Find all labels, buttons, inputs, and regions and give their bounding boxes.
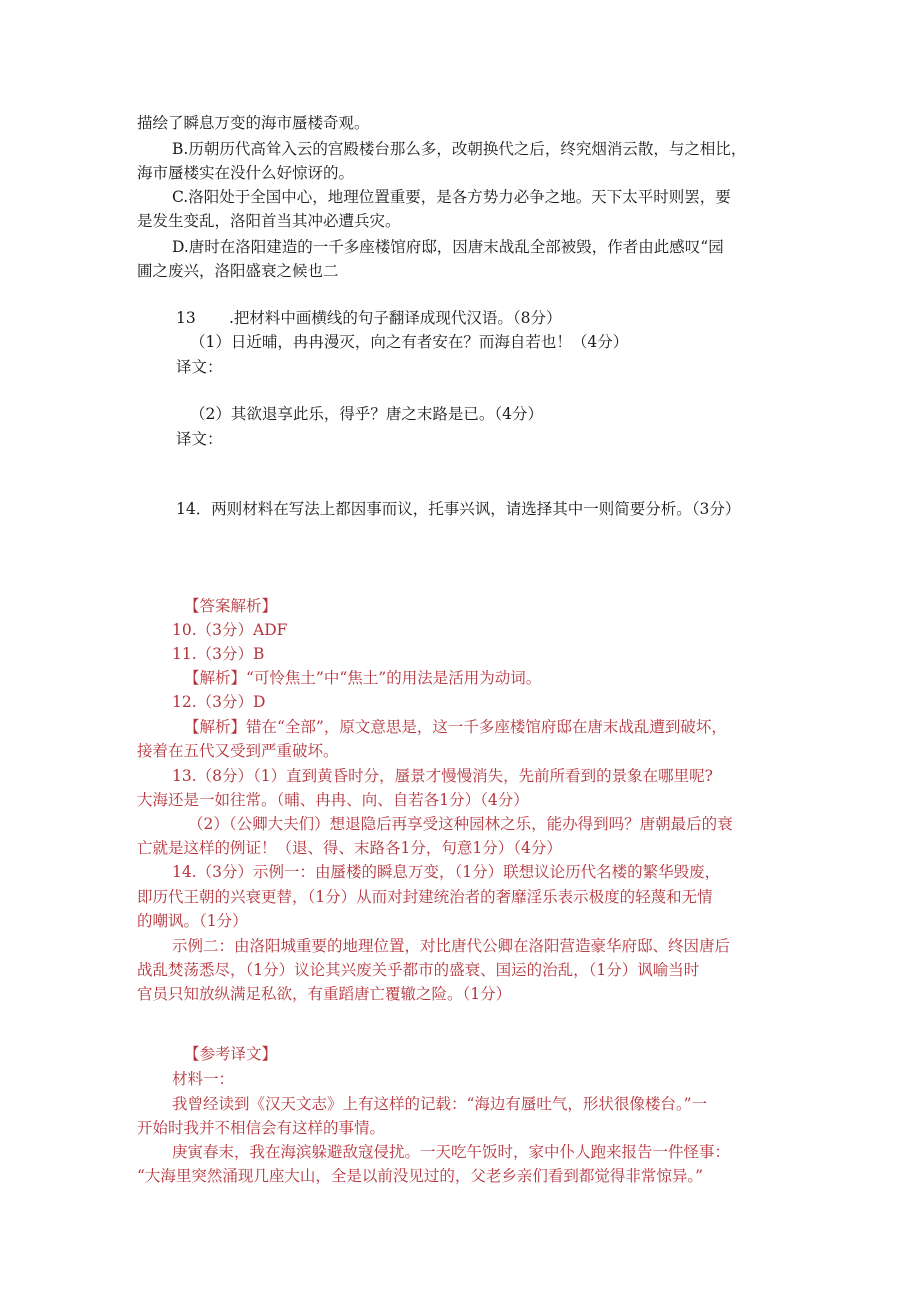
answer-14-line5: 战乱焚荡悉尽，（1分）议论其兴废关乎都市的盛衰、国运的治乱，（1分）讽喻当时 [137, 961, 700, 979]
answer-14-line2: 即历代王朝的兴衰更替，（1分）从而对封建统治者的奢靡淫乐表示极度的轻蔑和无情 [137, 888, 713, 906]
translation-label-1: 译文： [176, 358, 223, 376]
question-13-part1: （1）日近晡，冉冉漫灭，向之有者安在？而海自若也！（4分） [190, 333, 629, 351]
material-1-title: 材料一： [172, 1070, 235, 1088]
answer-11: 11.（3分）B [172, 645, 265, 663]
option-d-line1: D.唐时在洛阳建造的一千多座楼馆府邸，因唐末战乱全部被毁，作者由此感叹“园 [172, 238, 724, 256]
answer-14-line4: 示例二：由洛阳城重要的地理位置，对比唐代公卿在洛阳营造豪华府邸、终因唐后 [172, 937, 731, 955]
answer-14-line3: 的嘲讽。（1分） [137, 912, 248, 930]
answer-14-line6: 官员只知放纵满足私欲，有重蹈唐亡覆辙之险。（1分） [137, 985, 512, 1003]
question-13-part2: （2）其欲退享此乐，得乎？唐之末路是已。（4分） [190, 405, 543, 423]
translation-p2-line1: 庚寅春末，我在海滨躲避敌寇侵扰。一天吃午饭时，家中仆人跑来报告一件怪事： [172, 1143, 731, 1161]
answer-12-note-line2: 接着在五代又受到严重破坏。 [137, 742, 339, 760]
option-b-line2: 海市蜃楼实在没什么好惊讶的。 [137, 164, 355, 182]
answer-14-line1: 14.（3分）示例一：由蜃楼的瞬息万变，（1分）联想议论历代名楼的繁华毁废， [172, 863, 721, 881]
answer-13-line1: 13.（8分）（1）直到黄昏时分，蜃景才慢慢消失，先前所看到的景象在哪里呢? [172, 767, 713, 785]
answer-header: 【答案解析】 [184, 597, 278, 615]
answer-11-note: 【解析】“可怜焦土”中“焦土”的用法是活用为动词。 [184, 669, 542, 687]
question-14-text: 14．两则材料在写法上都因事而议，托事兴讽，请选择其中一则简要分析。（3分） [176, 500, 741, 518]
translation-label-2: 译文： [176, 430, 223, 448]
translation-p1-line1: 我曾经读到《汉天文志》上有这样的记载：“海边有蜃吐气，形状很像楼台。”一 [172, 1095, 708, 1113]
option-c-line1: C.洛阳处于全国中心，地理位置重要，是各方势力必争之地。天下太平时则罢，要 [172, 188, 731, 206]
translation-p1-line2: 开始时我并不相信会有这样的事情。 [137, 1119, 386, 1137]
translation-p2-line2: “大海里突然涌现几座大山，全是以前没见过的，父老乡亲们看到都觉得非常惊异。” [137, 1167, 704, 1185]
option-c-line2: 是发生变乱，洛阳首当其冲必遭兵灾。 [137, 212, 401, 230]
option-a-continuation: 描绘了瞬息万变的海市蜃楼奇观。 [137, 114, 370, 132]
answer-12-note-line1: 【解析】错在“全部”，原文意思是，这一千多座楼馆府邸在唐末战乱遭到破坏， [184, 718, 727, 736]
answer-13-line3: （2）（公卿大夫们）想退隐后再享受这种园林之乐，能办得到吗？唐朝最后的衰 [188, 815, 733, 833]
answer-13-line2: 大海还是一如往常。（晡、冉冉、向、自若各1分）（4分） [137, 791, 529, 809]
option-d-line2: 圃之废兴，洛阳盛衰之候也二 [137, 262, 339, 280]
answer-10: 10.（3分）ADF [172, 621, 288, 639]
translation-header: 【参考译文】 [184, 1045, 278, 1063]
answer-12: 12.（3分）D [172, 693, 266, 711]
option-b-line1: B.历朝历代高耸入云的宫殿楼台那么多，改朝换代之后，终究烟消云散，与之相比， [172, 140, 747, 158]
question-13-text: .把材料中画横线的句子翻译成现代汉语。（8分） [229, 309, 562, 327]
answer-13-line4: 亡就是这样的例证！（退、得、末路各1分，句意1分）（4分） [137, 839, 562, 857]
question-13-number: 13 [176, 309, 196, 327]
